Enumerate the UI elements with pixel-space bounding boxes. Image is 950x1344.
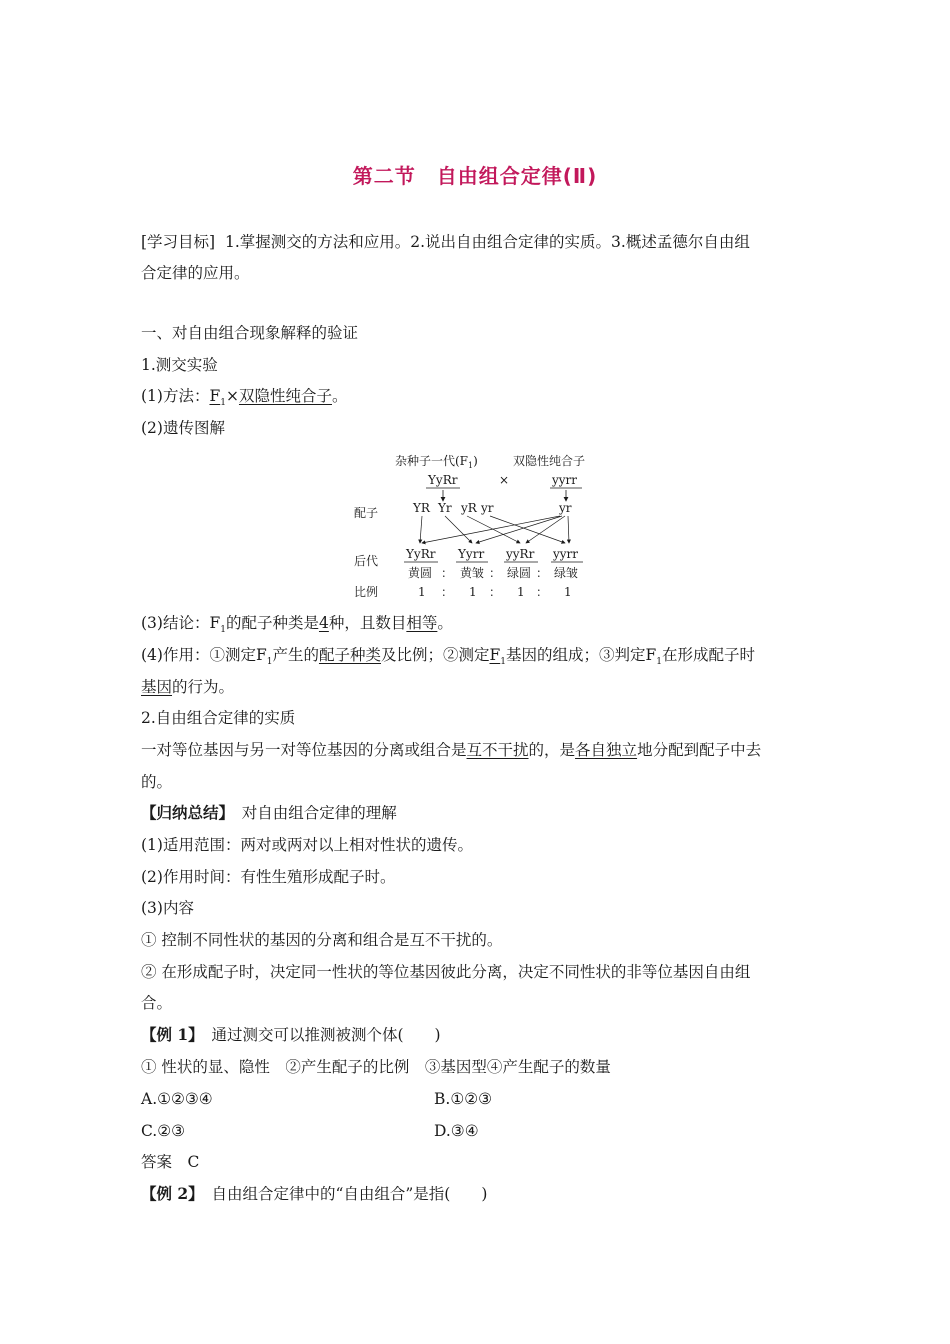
phenotype-3: 绿圆 [507,566,532,580]
summary-heading: 【归纳总结】 对自由组合定律的理解 [141,803,397,822]
gene-term: 基因 [141,678,173,696]
colon-2: ： [489,566,502,580]
page-title: 第二节 自由组合定律(Ⅱ) [352,164,598,188]
example-2-tag: 【例 2】 [141,1184,196,1203]
colon-3: ： [536,566,549,580]
phenotype-4: 绿皱 [554,566,579,580]
gamete-y-big-r-small: Yr [438,501,452,515]
cross-symbol: × [499,473,510,487]
learning-goals-text: 1.掌握测交的方法和应用。2.说出自由组合定律的实质。3.概述孟德尔自由组 [224,233,750,251]
offspring-row-label: 后代 [354,554,379,568]
summary-content-2b: 合。 [141,994,173,1012]
option-d: D.③④ [434,1122,479,1140]
no-interference-term: 互不干扰 [466,741,529,759]
gamete-yr-recessive: yr [481,501,494,515]
method-line: (1)方法：$F_1\times$双隐性纯合子。 [141,387,348,409]
offspring-genotype-2: Yyrr [458,547,485,561]
summary-content-2a: ② 在形成配子时，决定同一性状的等位基因彼此分离，决定不同性状的非等位基因自由组 [141,963,751,981]
option-b: B.①②③ [434,1090,493,1108]
learning-goals-line-2: 合定律的应用。 [141,264,250,282]
colon-1: ： [441,566,454,580]
gamete-y-small-r-big: yR [461,501,477,515]
parent-1-genotype: YyRr [428,473,458,487]
parent-2-label: 双隐性纯合子 [513,454,586,468]
section-heading-1: 一、对自由组合现象解释的验证 [141,324,359,342]
ratio-3: 1 [517,585,525,599]
independent-term: 各自独立 [575,741,638,759]
ratio-colon-3: ： [536,585,549,599]
gamete-types-term: 配子种类 [318,646,381,664]
learning-goals-line-1 [141,232,750,252]
method-prefix: (1)方法： [141,387,210,405]
role-line-2: 基因的行为。 [141,678,235,696]
method-times: × [225,387,239,405]
genetic-cross-diagram [340,448,620,603]
subheading-testcross: 1.测交实验 [141,356,218,374]
ratio-colon-1: ： [441,585,454,599]
learning-goals-tag: [学习目标] [141,233,216,251]
summary-item-2: (2)作用时间：有性生殖形成配子时。 [141,868,396,886]
essence-line-1: 一对等位基因与另一对等位基因的分离或组合是互不干扰的，是各自独立地分配到配子中去 [141,741,762,759]
ratio-1: 1 [418,585,426,599]
example-1-items: ① 性状的显、隐性 ②产生配子的比例 ③基因型④产生配子的数量 [141,1058,611,1076]
offspring-genotype-3: yyRr [506,547,535,561]
summary-tag: 【归纳总结】 [141,803,227,822]
conclusion-line: (3)结论：$F_1$的配子种类是4种，且数目相等。 [141,614,453,636]
gamete-row-label: 配子 [354,506,379,520]
role-line-1: (4)作用：①测定$F_1$产生的配子种类及比例；②测定$F_1$基因的组成；③判定$F_1$在形成配子时 [141,646,756,668]
example-1-tag: 【例 1】 [141,1025,196,1044]
ratio-row-label: 比例 [354,585,379,599]
diagram-heading: (2)遗传图解 [141,419,225,437]
option-a: A.①②③④ [141,1090,213,1108]
offspring-genotype-1: YyRr [406,547,436,561]
equal-term: 相等 [406,614,438,632]
method-f1: $F_1$ [209,387,226,409]
summary-content-1: ① 控制不同性状的基因的分离和组合是互不干扰的。 [141,931,503,949]
parent-2-genotype: yyrr [552,473,578,487]
ratio-2: 1 [469,585,477,599]
essence-line-2: 的。 [141,773,173,791]
answer-1: 答案 C [141,1153,200,1171]
gamete-yr-dominant: YR [413,501,430,515]
ratio-colon-2: ： [489,585,502,599]
method-double-recessive: 双隐性纯合子 [238,387,332,405]
subheading-essence: 2.自由组合定律的实质 [141,709,296,727]
offspring-genotype-4: yyrr [553,547,579,561]
summary-item-3: (3)内容 [141,899,194,917]
ratio-4: 1 [564,585,572,599]
summary-item-1: (1)适用范围：两对或两对以上相对性状的遗传。 [141,836,473,854]
example-1-question: 【例 1】 通过测交可以推测被测个体( ) [141,1025,441,1044]
option-c: C.②③ [141,1122,186,1140]
phenotype-2: 黄皱 [460,566,485,580]
gamete-parent-2: yr [559,501,572,515]
f1-term: $F_1$ [489,646,506,668]
phenotype-1: 黄圆 [408,566,433,580]
example-2-question: 【例 2】 自由组合定律中的“自由组合”是指( ) [141,1184,488,1203]
parent-1-label: 杂种子一代$(F_1)$ [395,454,478,470]
gamete-count: 4 [318,614,329,632]
